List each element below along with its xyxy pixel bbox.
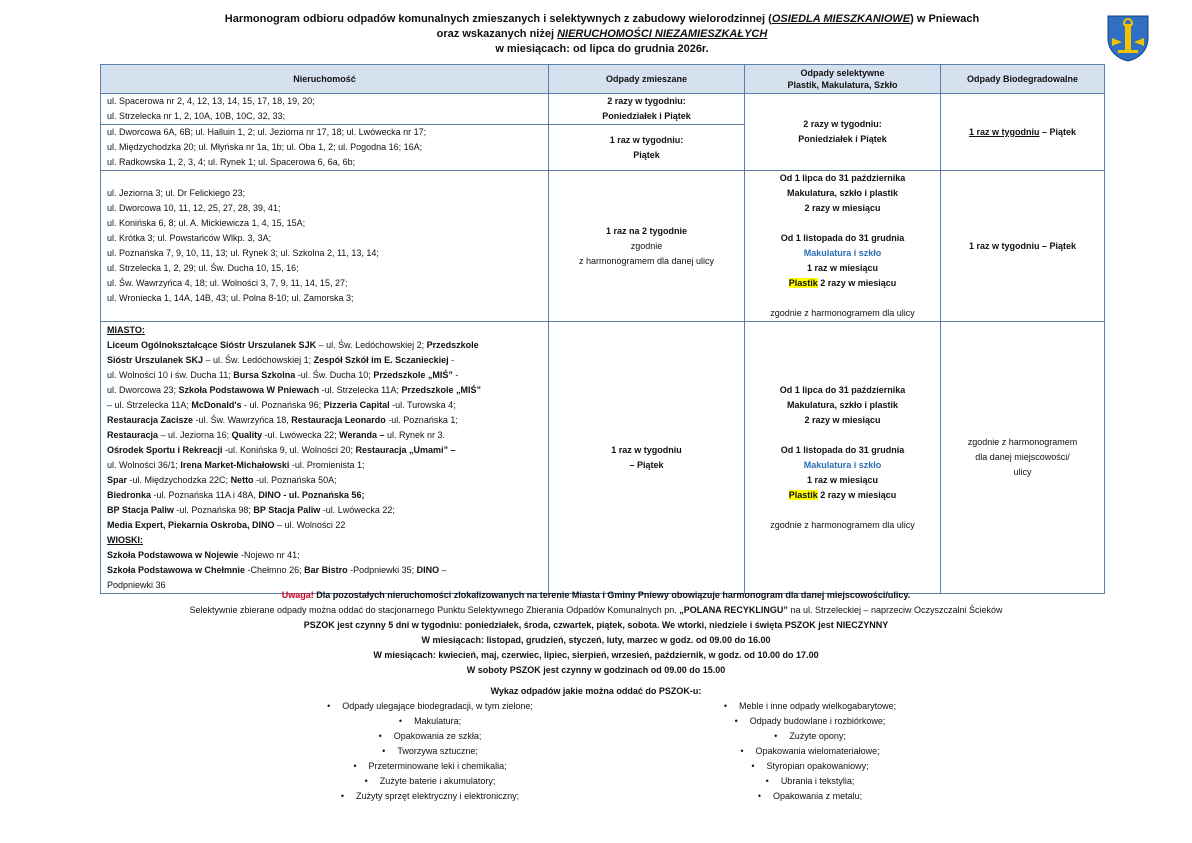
table-header-row [101,65,1105,94]
pszok-hours-saturday: W soboty PSZOK jest czynny w godzinach od 09.00 do 15.00 [466,665,726,675]
title-emphasis-estates: OSIEDLA MIESZKANIOWE [771,13,911,25]
wioski-label: WIOSKI: [107,535,143,545]
list-item: • Styropian opakowaniowy; [751,761,869,771]
selective-cell: Od 1 lipca do 31 października Makulatura, szkło i plastik 2 razy w miesiącu Od 1 listopada do 31 grudnia Makulatura i szkło 1 raz w miesiącu Plastik 2 razy w miesiącu zgodnie z harmonogramem dla ulicy [745,171,941,322]
list-item: • Tworzywa sztuczne; [382,746,478,756]
document-title [100,12,1104,57]
mixed-cell: 2 razy w tygodniu: Poniedziałek i Piątek [549,94,745,125]
plastic-highlight: Plastik [788,489,818,500]
pszok-hours-winter: W miesiącach: listopad, grudzień, styczeń, luty, marzec w godz. od 09.00 do 16.00 [421,635,771,645]
list-item: • Przeterminowane leki i chemikalia; [353,761,507,771]
plastic-highlight: Plastik [788,278,818,288]
address-cell: ul. Dworcowa 6A, 6B; ul. Halluin 1, 2; ul. Jeziorna nr 17, 18; ul. Lwówecka nr 17; ul. Międzychodzka 20; ul. Młyńska nr 1a, 1b; ul. Oba 1, 2; ul. Pogodna 16; 16A; ul. Radkowska 1, 2, 3, 4; ul. Rynek 1; ul. Spacerowa 6, 6a, 6b; [101,125,549,171]
header-property: Nieruchomość [101,65,549,94]
table-row [101,171,1105,322]
list-item: • Makulatura; [398,716,462,726]
title-line-3: w miesiącach: od lipca do grudnia 2026r. [495,43,709,55]
list-item: • Odpady ulegające biodegradacji, w tym zielone; [327,701,533,711]
mixed-cell: 1 raz na 2 tygodnie zgodnie z harmonogramem dla danej ulicy [549,171,745,322]
schedule-table [100,64,1105,594]
list-item: • Zużyte opony; [774,731,846,741]
pszok-hours-summer: W miesiącach: kwiecień, maj, czerwiec, lipiec, sierpień, wrzesień, październik, w godz. od 10.00 do 17.00 [373,650,819,660]
address-cell: ul. Jeziorna 3; ul. Dr Felickiego 23; ul. Dworcowa 10, 11, 12, 25, 27, 28, 39, 41; ul. Konińska 6, 8; ul. A. Mickiewicza 1, 4, 15, 15A; ul. Krótka 3; ul. Powstańców Wlkp. 3, 3A; ul. Poznańska 7, 9, 10, 11, 13; ul. Rynek 3; ul. Szkolna 2, 11, 13, 14; ul. Strzelecka 1, 2, 29; ul. Św. Ducha 10, 15, 16; ul. Św. Wawrzyńca 4, 18; ul. Wolności 3, 7, 9, 11, 14, 15, 27; ul. Wroniecka 1, 14A, 14B, 43; ul. Polna 8-10; ul. Zamorska 3; [101,171,549,322]
list-item: • Zużyte baterie i akumulatory; [364,776,496,786]
address-cell: MIASTO: Liceum Ogólnokształcące Sióstr Urszulanek SJK – ul. Św. Ledóchowskiej 2; Przedszkole Sióstr Urszulanek SKJ – ul. Św. Ledóchowskiej 1; Zespół Szkół im E. Sczanieckiej - ul. Wolności 10 i św. Ducha 11; Bursa Szkolna -ul. Św. Ducha 10; Przedszkole „MIŚ” - ul. Dworcowa 23; Szkoła Podstawowa W Pniewach -ul. Strzelecka 11A; Przedszkole „MIŚ” – ul. Strzelecka 11A; McDonald's - ul. Poznańska 96; Pizzeria Capital -ul. Turowska 4; Restauracja Zacisze -ul. Św. Wawrzyńca 18, Restauracja Leonardo -ul. Poznańska 1; Restauracja – ul. Jeziorna 16; Quality -ul. Lwówecka 22; Weranda – ul. Rynek nr 3. Ośrodek Sportu i Rekreacji -ul. Konińska 9, ul. Wolności 20; Restauracja „Umami” – ul. Wolności 36/1; Irena Market-Michałowski -ul. Promienista 1; Spar -ul. Międzychodzka 22C; Netto -ul. Poznańska 50A; Biedronka -ul. Poznańska 11A i 48A, DINO - ul. Poznańska 56; BP Stacja Paliw -ul. Poznańska 98; BP Stacja Paliw -ul. Lwówecka 22; Media Expert, Piekarnia Oskroba, DINO – ul. Wolności 22 WIOSKI: Szkoła Podstawowa w Nojewie -Nojewo nr 41; Szkoła Podstawowa w Chełmnie -Chełmno 26; Bar Bistro -Podpniewki 35; DINO – Podpniewki 36 [101,322,549,594]
list-item: • Meble i inne odpady wielkogabarytowe; [723,701,897,711]
pszok-line: Selektywnie zbierane odpady można oddać do stacjonarnego Punktu Selektywnego Zbierania Odpadów Komunalnych pn. „POLANA RECYKLINGU” na ul. Strzeleckiej – naprzeciw Oczyszczalni Ścieków [189,605,1003,615]
header-bio: Odpady Biodegradowalne [941,65,1105,94]
title-emphasis-properties: NIERUCHOMOŚCI NIEZAMIESZKAŁYCH [557,28,768,40]
bio-cell: 1 raz w tygodniu – Piątek [941,171,1105,322]
table-row [101,322,1105,594]
mixed-cell: 1 raz w tygodniu – Piątek [549,322,745,594]
list-title: Wykaz odpadów jakie można oddać do PSZOK-u: [490,686,702,696]
list-item: • Ubrania i tekstylia; [765,776,855,786]
right-list [600,699,1020,804]
list-item: • Zużyty sprzęt elektryczny i elektroniczny; [340,791,520,801]
mixed-cell: 1 raz w tygodniu: Piątek [549,125,745,171]
left-list [220,699,640,804]
header-selective: Odpady selektywne Plastik, Makulatura, Szkło [745,65,941,94]
list-item: • Opakowania z metalu; [757,791,863,801]
header-mixed: Odpady zmieszane [549,65,745,94]
title-line-2: oraz wskazanych niżej NIERUCHOMOŚCI NIEZAMIESZKAŁYCH [436,28,768,40]
title-line-1: Harmonogram odbioru odpadów komunalnych zmieszanych i selektywnych z zabudowy wielorodzinnej (OSIEDLA MIESZKANIOWE) w Pniewach [224,13,980,25]
bio-cell: zgodnie z harmonogramem dla danej miejscowości/ ulicy [941,322,1105,594]
selective-cell: 2 razy w tygodniu: Poniedziałek i Piątek [745,94,941,171]
list-item: • Opakowania wielomateriałowe; [740,746,880,756]
selective-cell: Od 1 lipca do 31 października Makulatura, szkło i plastik 2 razy w miesiącu Od 1 listopada do 31 grudnia Makulatura i szkło 1 raz w miesiącu Plastik 2 razy w miesiącu zgodnie z harmonogramem dla ulicy [745,322,941,594]
note-line: Uwaga! Dla pozostałych nieruchomości zlokalizowanych na terenie Miasta i Gminy Pniewy obowiązuje harmonogram dla danej miejscowości/ulicy. [281,590,911,600]
address-cell: ul. Spacerowa nr 2, 4, 12, 13, 14, 15, 17, 18, 19, 20; ul. Strzelecka nr 1, 2, 10A, 10B, 10C, 32, 33; [101,94,549,125]
list-item: • Odpady budowlane i rozbiórkowe; [734,716,886,726]
miasto-label: MIASTO: [107,325,145,335]
bio-cell: 1 raz w tygodniu – Piątek [941,94,1105,171]
coat-of-arms-icon [1104,14,1152,62]
pszok-days: PSZOK jest czynny 5 dni w tygodniu: poniedziałek, środa, czwartek, piątek, sobota. We wtorki, niedziele i święta PSZOK jest NIECZYNNY [303,620,889,630]
warning-label: Uwaga! [281,590,314,600]
list-item: • Opakowania ze szkła; [378,731,482,741]
table-row [101,94,1105,125]
